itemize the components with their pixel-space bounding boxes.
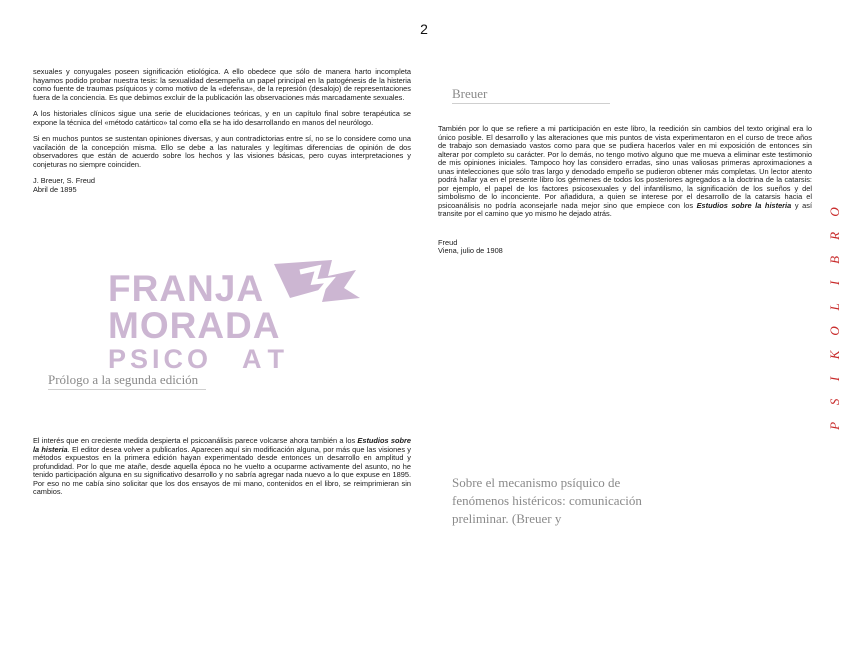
watermark-letter: K (827, 350, 843, 360)
text-segment: y así transite por el camino que yo mismo he dejado atrás. (438, 200, 812, 218)
sobre-heading: Sobre el mecanismo psíquico de fenómenos histéricos: comunicación preliminar. (Breuer y (452, 475, 642, 526)
watermark-letter: P (827, 422, 843, 431)
franja-morada-logo (100, 252, 360, 384)
watermark-letter: R (827, 231, 843, 240)
signature-names: J. Breuer, S. Freud (33, 176, 96, 185)
prologo-heading: Prólogo a la segunda edición (48, 371, 206, 390)
watermark-letter: O (827, 326, 843, 336)
watermark-letter: I (827, 281, 843, 286)
logo-line-3a: PSICO (108, 344, 213, 374)
psikolibro-watermark (825, 200, 845, 438)
signature-name: Freud (438, 237, 458, 247)
paragraph: Si en muchos puntos se sustentan opiniones diversas, y aun contradictorias entre sí, no se lo considere como una vacilación de la concepción misma. Ello se debe a las naturales y legítimas diferencias de opinión de dos observadores que están de acuerdo sobre los hechos y las visiones básicas, pero cuyas interpretaciones y conjeturas no siempre coinciden. (33, 134, 411, 169)
paragraph (33, 437, 411, 497)
logo-line-2: MORADA (108, 305, 281, 346)
left-column (33, 68, 411, 194)
breuer-heading: Breuer (452, 86, 610, 104)
watermark-letter: I (827, 376, 843, 381)
right-column (438, 125, 812, 256)
watermark-letter: L (827, 303, 843, 311)
paragraph: sexuales y conyugales poseen significación etiológica. A ello obedece que sólo de manera harto incompleta hayamos podido probar nuestra tesis: la sexualidad desempeña un papel principal en la patogénesis de la histeria como fuente de traumas psíquicos y como motivo de la «defensa», de la represión (desalojo) de representaciones fuera de la conciencia. Es que debimos excluir de la publicación las observaciones más marcadamente sexuales. (33, 67, 411, 102)
book-title: Estudios sobre la histeria (696, 200, 792, 210)
page-number: 2 (420, 21, 428, 37)
signature-date: Viena, julio de 1908 (438, 246, 503, 255)
paragraph (438, 125, 812, 219)
paragraph: A los historiales clínicos sigue una serie de elucidaciones teóricas, y en un capítulo final sobre terapéutica se expone la técnica del «método catártico» tal como ella se ha ido desarrollando en manos del neurólogo. (33, 109, 411, 127)
watermark-letter: B (827, 255, 843, 264)
logo-line-3b: AT (242, 344, 292, 374)
text-segment: También por lo que se refiere a mi participación en este libro, la reedición sin cambios del texto original era lo único posible. El desarrollo y las alteraciones que mis puntos de vista experimentaron en el curso de trece años de trabajo son demasiado vastos como para que se pudiera hacerlos valer en mi exposición de entonces sin alterar por completo su carácter. Por lo demás, no tengo motivo alguno que me mueva a eliminar este testimonio de mis opiniones iniciales. Tampoco hoy las considero erradas, sino unas valiosas primeras aproximaciones a unas intelecciones que sólo tras largo y denodado empeño se pudieron obtener más completas. Un lector atento podrá hallar ya en el presente libro los gérmenes de todos los posteriores agregados a la doctrina de la catarsis: por ejemplo, el papel de los factores psicosexuales y del infantilismo, la significación de los sueños y del simbolismo de lo inconciente. Por añadidura, a quien se interese por el desarrollo de la catarsis hacia el psicoanálisis no podría aconsejarle nada mejor sino que empiece con los (438, 124, 812, 210)
prologo-body (33, 437, 411, 505)
text-segment: El interés que en creciente medida despierta el psicoanálisis parece volcarse ahora también a los (33, 436, 358, 445)
watermark-letter: S (827, 399, 843, 406)
signature-date: Abril de 1895 (33, 184, 77, 194)
flag-icon (270, 258, 362, 318)
logo-line-1: FRANJA (108, 268, 265, 309)
watermark-letter: O (827, 207, 843, 217)
book-title: Estudios sobre la histeria (33, 436, 412, 454)
text-segment: . El editor desea volver a publicarlos. Aparecen aquí sin modificación alguna, por más que las visiones y métodos expuestos en la primera edición hayan experimentado desde entonces un desarrollo en amplitud y profundidad. Por lo que me atañe, desde aquella época no he vuelto a ocuparme activamente del asunto, no he tenido participación alguna en su significativo desarrollo y no sabría agregar nada nuevo a lo que expuse en 1895. Por eso no me cabía sino solicitar que los dos ensayos de mi mano, contenidos en el libro, se reimprimieran sin cambios. (33, 444, 411, 496)
